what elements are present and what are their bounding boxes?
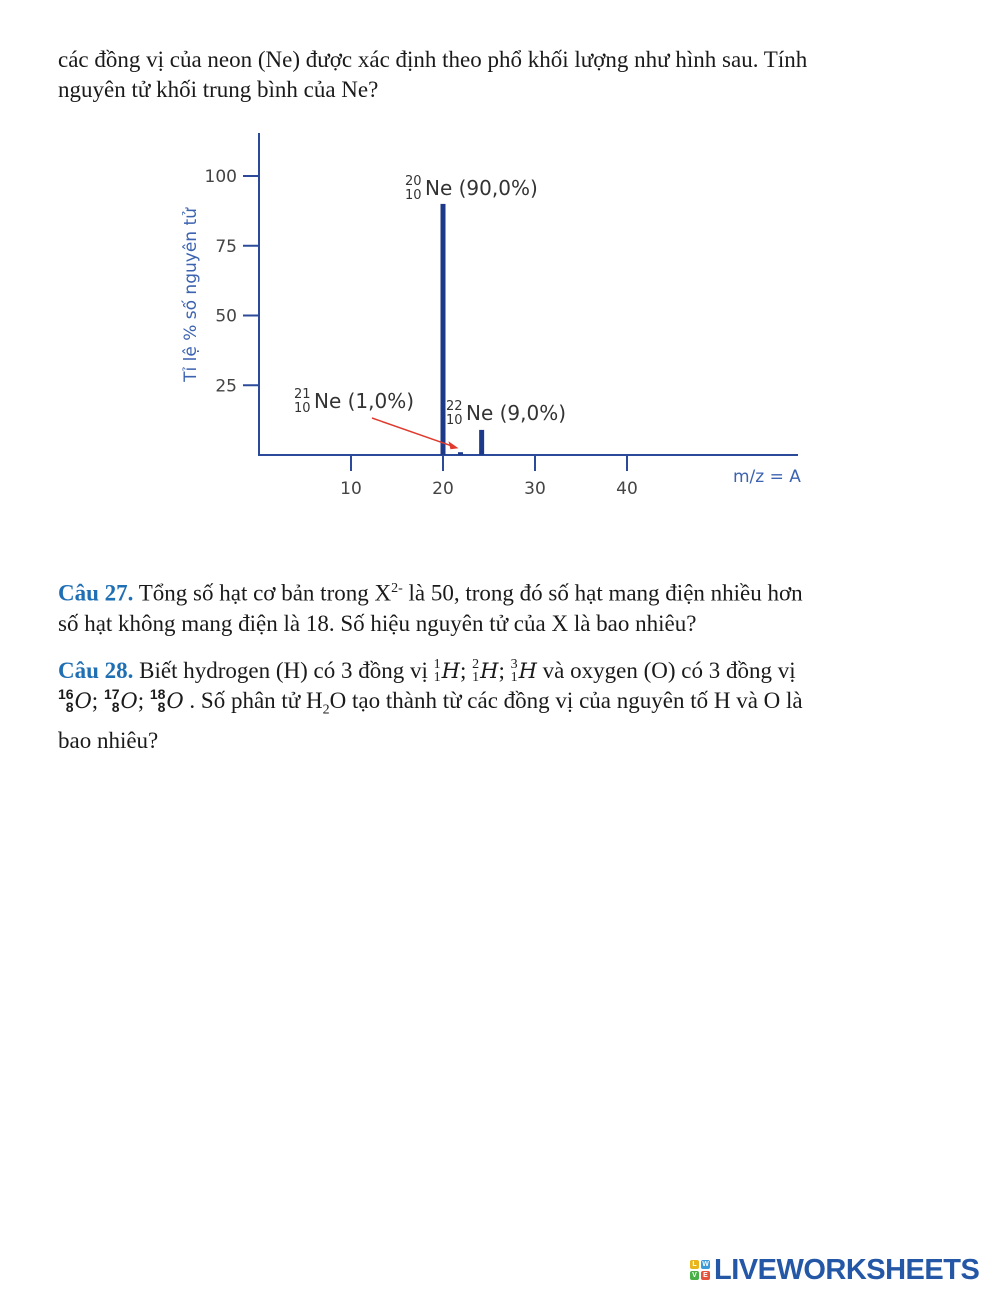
label-ne20-atomic-number: 10 xyxy=(405,188,422,203)
question-28-text-d: O tạo thành từ các đồng vị của nguyên tố H và O là xyxy=(329,688,803,713)
isotope-notation xyxy=(104,686,138,716)
mass-spectrum-chart xyxy=(170,125,830,500)
y-tick-label: 25 xyxy=(215,376,237,397)
x-tick-label: 40 xyxy=(616,479,638,499)
question-28 xyxy=(58,656,908,756)
isotope-separator: ; xyxy=(459,658,473,683)
isotope-atomic-number: 1 xyxy=(510,669,518,685)
isotope-atomic-number: 1 xyxy=(433,669,441,685)
logo-grid-cell: W xyxy=(702,1261,709,1268)
intro-line-2: nguyên tử khối trung bình của Ne? xyxy=(58,77,379,102)
logo-text: LIVEWORKSHEETS xyxy=(714,1253,980,1286)
logo-grid-icon xyxy=(690,1260,710,1280)
isotope-symbol: H xyxy=(518,659,537,683)
question-28-text-b: và oxygen (O) có 3 đồng vị xyxy=(542,658,796,683)
question-27-label: Câu 27. xyxy=(58,580,134,606)
y-axis-label: Tỉ lệ % số nguyên tử xyxy=(181,208,201,382)
isotope-atomic-number: 8 xyxy=(111,698,120,715)
isotope-symbol: O xyxy=(166,689,184,713)
liveworksheets-logo xyxy=(690,1252,979,1288)
question-28-text-a: Biết hydrogen (H) có 3 đồng vị xyxy=(139,658,428,683)
isotope-separator: ; xyxy=(91,688,104,713)
y-tick-label: 100 xyxy=(204,167,237,187)
question-28-text-c: . Số phân tử H xyxy=(189,688,323,713)
water-subscript: 2 xyxy=(322,702,330,718)
question-27 xyxy=(58,574,908,639)
x-tick-label: 10 xyxy=(340,479,362,499)
isotope-notation xyxy=(58,686,92,716)
isotope-mass-number: 16 xyxy=(58,685,74,702)
question-27-text-a: Tổng số hạt cơ bản trong X xyxy=(138,580,392,606)
isotope-atomic-number: 1 xyxy=(472,669,480,685)
label-ne22-mass-number: 22 xyxy=(446,399,463,414)
x-tick-label: 30 xyxy=(524,479,546,499)
label-ne20-mass-number: 20 xyxy=(405,174,422,189)
oxygen-isotopes xyxy=(58,685,184,715)
isotope-notation xyxy=(434,656,460,686)
label-ne20-text: Ne (90,0%) xyxy=(425,176,538,200)
label-ne22-atomic-number: 10 xyxy=(446,413,463,428)
label-ne21-text: Ne (1,0%) xyxy=(314,389,415,413)
question-27-line-2: số hạt không mang điện là 18. Số hiệu nguyên tử của X là bao nhiêu? xyxy=(58,610,697,636)
x-tick-label: 20 xyxy=(432,479,454,499)
question-28-label: Câu 28. xyxy=(58,658,134,683)
isotope-notation xyxy=(150,686,184,716)
isotope-mass-number: 18 xyxy=(149,685,166,702)
logo-grid-cell: L xyxy=(690,1260,699,1269)
question-27-text-b: là 50, trong đó số hạt mang điện nhiều hơn xyxy=(408,580,803,606)
isotope-separator: ; xyxy=(498,658,511,683)
arrow-line xyxy=(372,418,452,446)
isotope-mass-number: 2 xyxy=(472,656,480,672)
arrow-head-icon xyxy=(448,441,458,449)
isotope-bar-22 xyxy=(479,430,484,455)
isotope-symbol: O xyxy=(120,689,138,713)
isotope-atomic-number: 8 xyxy=(157,698,166,715)
isotope-bar-20 xyxy=(441,204,446,455)
isotope-bar-21 xyxy=(458,452,463,455)
isotope-atomic-number: 8 xyxy=(65,698,74,715)
x-axis-label: m/z = A xyxy=(733,467,801,487)
logo-grid-cell: E xyxy=(701,1271,710,1280)
label-ne21-mass-number: 21 xyxy=(294,387,311,402)
isotope-mass-number: 3 xyxy=(510,656,518,672)
label-ne21-atomic-number: 10 xyxy=(294,401,311,416)
y-tick-label: 50 xyxy=(215,306,237,327)
isotope-separator: ; xyxy=(137,688,150,713)
hydrogen-isotopes xyxy=(434,658,537,683)
question-28-line-3: bao nhiêu? xyxy=(58,727,159,753)
logo-grid-cell: V xyxy=(690,1271,699,1280)
intro-line-1: các đồng vị của neon (Ne) được xác định theo phổ khối lượng như hình sau. Tính xyxy=(58,47,808,72)
isotope-notation xyxy=(511,656,537,686)
y-tick-label: 75 xyxy=(215,236,237,257)
isotope-mass-number: 1 xyxy=(433,656,441,672)
isotope-symbol: H xyxy=(441,659,460,683)
intro-paragraph xyxy=(58,45,908,105)
isotope-symbol: O xyxy=(74,689,92,713)
label-ne22-text: Ne (9,0%) xyxy=(466,401,567,425)
charge-superscript: 2- xyxy=(391,581,403,596)
isotope-notation xyxy=(472,656,498,686)
isotope-symbol: H xyxy=(480,659,499,683)
isotope-mass-number: 17 xyxy=(103,685,120,702)
